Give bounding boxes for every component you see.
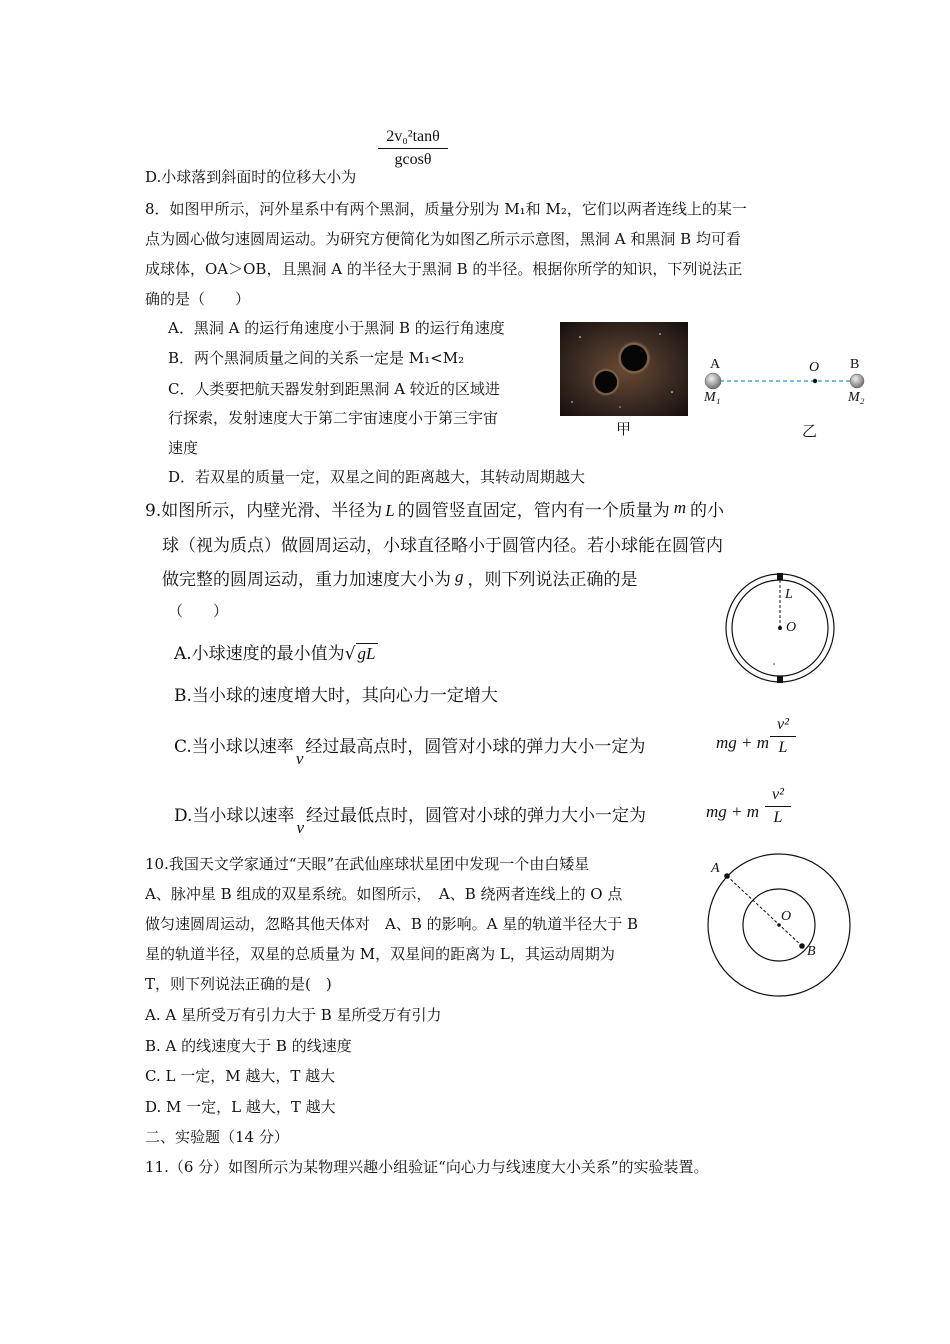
q10-line-1: 10.我国天文学家通过“天眼”在武仙座球状星团中发现一个由白矮星 (145, 855, 590, 873)
q9-text-1c: 的小 (689, 501, 724, 521)
q7-fraction (378, 128, 448, 169)
var-g: g (455, 567, 464, 586)
black-hole-photo (560, 322, 688, 416)
var-v-c: v (295, 749, 304, 768)
q8-option-d: D．若双星的质量一定，双星之间的距离越大，其转动周期越大 (168, 468, 586, 486)
q9-option-a (174, 639, 378, 664)
q10-line-5: T，则下列说法正确的是( ) (145, 975, 332, 993)
binary-star-orbit-diagram (706, 852, 852, 998)
q9-option-c (174, 732, 646, 768)
q8-line-2: 点为圆心做匀速圆周运动。为研究方便简化为如图乙所示示意图，黑洞 A 和黑洞 B 均可看 (145, 230, 741, 248)
q9-fig-label-l: L (785, 587, 793, 602)
q10-fig-label-a: A (711, 861, 720, 876)
q9-d-frac-den: L (773, 809, 783, 826)
var-v-d: v (296, 818, 304, 837)
q10-line-4: 星的轨道半径，双星的总质量为 M，双星间的距离为 L，其运动周期为 (145, 945, 615, 963)
label-a: A (710, 357, 721, 372)
q9-text-3b: ，则下列说法正确的是 (467, 570, 638, 590)
sqrt-sign: √ (344, 644, 356, 664)
q8-line-1: 8．如图甲所示，河外星系中有两个黑洞，质量分别为 M₁和 M₂，它们以两者连线上的某一 (145, 200, 747, 218)
q10-option-b: B. A 的线速度大于 B 的线速度 (145, 1037, 352, 1055)
q9-c-frac-den: L (778, 739, 788, 756)
sqrt-gl: gL (357, 644, 376, 663)
q7-frac-num: 2v₀²tanθ (386, 128, 440, 145)
q9-text-1: 9.如图所示，内壁光滑、半径为 (145, 501, 383, 521)
q10-fig-label-b: B (807, 944, 816, 959)
label-b: B (850, 357, 860, 372)
q9-text-3: 做完整的圆周运动，重力加速度大小为 (162, 570, 451, 590)
q9-option-d (174, 801, 646, 837)
q9-option-c-text-b: 经过最高点时，圆管对小球的弹力大小一定为 (305, 737, 646, 757)
fraction-bar (770, 736, 796, 737)
q9-option-c-text: C.当小球以速率 (174, 737, 294, 757)
section-title: 二、实验题（14 分） (145, 1128, 289, 1146)
label-o: O (809, 360, 820, 375)
q7-frac-den: gcosθ (394, 151, 432, 168)
q9-c-fraction (770, 716, 796, 757)
q9-d-frac-num: v² (772, 786, 784, 803)
q8-option-c-2: 行探索，发射速度大于第二宇宙速度小于第三宇宙 (168, 409, 499, 427)
q9-line-4: （ ） (168, 602, 229, 620)
q10-fig-label-o: O (781, 909, 792, 924)
q8-line-4: 确的是（ ） (145, 290, 251, 308)
q9-text-1b: 的圆管竖直固定，管内有一个质量为 (397, 501, 670, 521)
q10-option-a: A. A 星所受万有引力大于 B 星所受万有引力 (145, 1006, 442, 1024)
q9-fig-label-o: O (786, 620, 797, 635)
q8-option-b: B．两个黑洞质量之间的关系一定是 M₁<M₂ (168, 349, 465, 367)
fraction-bar (765, 806, 791, 807)
q8-option-a: A．黑洞 A 的运行角速度小于黑洞 B 的运行角速度 (168, 319, 505, 337)
q9-option-d-text-b: 经过最低点时，圆管对小球的弹力大小一定为 (305, 806, 646, 826)
q10-option-d: D. M 一定，L 越大，T 越大 (145, 1098, 336, 1116)
binary-black-hole-diagram (700, 355, 875, 415)
q9-option-d-text: D.当小球以速率 (174, 806, 295, 826)
fig-jia-label: 甲 (616, 420, 632, 438)
q9-d-mg: mg + m (706, 802, 760, 821)
fraction-bar (378, 148, 448, 149)
q9-line-1 (145, 496, 724, 521)
q9-line-2: 球（视为质点）做圆周运动，小球直径略小于圆管内径。若小球能在圆管内 (162, 536, 723, 556)
fig-yi-label: 乙 (802, 422, 818, 440)
q9-line-3 (162, 565, 638, 590)
q11-stem: 11.（6 分）如图所示为某物理兴趣小组验证“向心力与线速度大小关系”的实验装置。 (145, 1158, 709, 1176)
q9-option-a-text: A.小球速度的最小值为 (174, 644, 345, 664)
q10-line-2: A、脉冲星 B 组成的双星系统。如图所示， A、B 绕两者连线上的 O 点 (145, 885, 623, 903)
q9-c-frac-num: v² (777, 716, 789, 733)
q10-option-c: C. L 一定，M 越大，T 越大 (145, 1067, 336, 1085)
q9-c-mg: mg + m (716, 733, 770, 752)
q10-line-3: 做匀速圆周运动，忽略其他天体对 A、B 的影响。A 星的轨道半径大于 B (145, 915, 639, 933)
q7-option-d: D.小球落到斜面时的位移大小为 (145, 168, 357, 186)
circular-tube-diagram (724, 570, 836, 686)
var-m: m (673, 498, 686, 517)
label-m1: M₁ (704, 390, 721, 405)
q8-option-c-1: C．人类要把航天器发射到距黑洞 A 较近的区域进 (168, 380, 500, 398)
q9-option-b: B.当小球的速度增大时，其向心力一定增大 (174, 686, 498, 706)
q8-line-3: 成球体，OA＞OB，且黑洞 A 的半径大于黑洞 B 的半径。根据你所学的知识，下列说法正 (145, 260, 743, 278)
q9-d-fraction (765, 786, 791, 827)
var-l: L (385, 501, 395, 520)
label-m2: M₂ (848, 390, 865, 405)
q8-option-c-3: 速度 (168, 439, 199, 457)
